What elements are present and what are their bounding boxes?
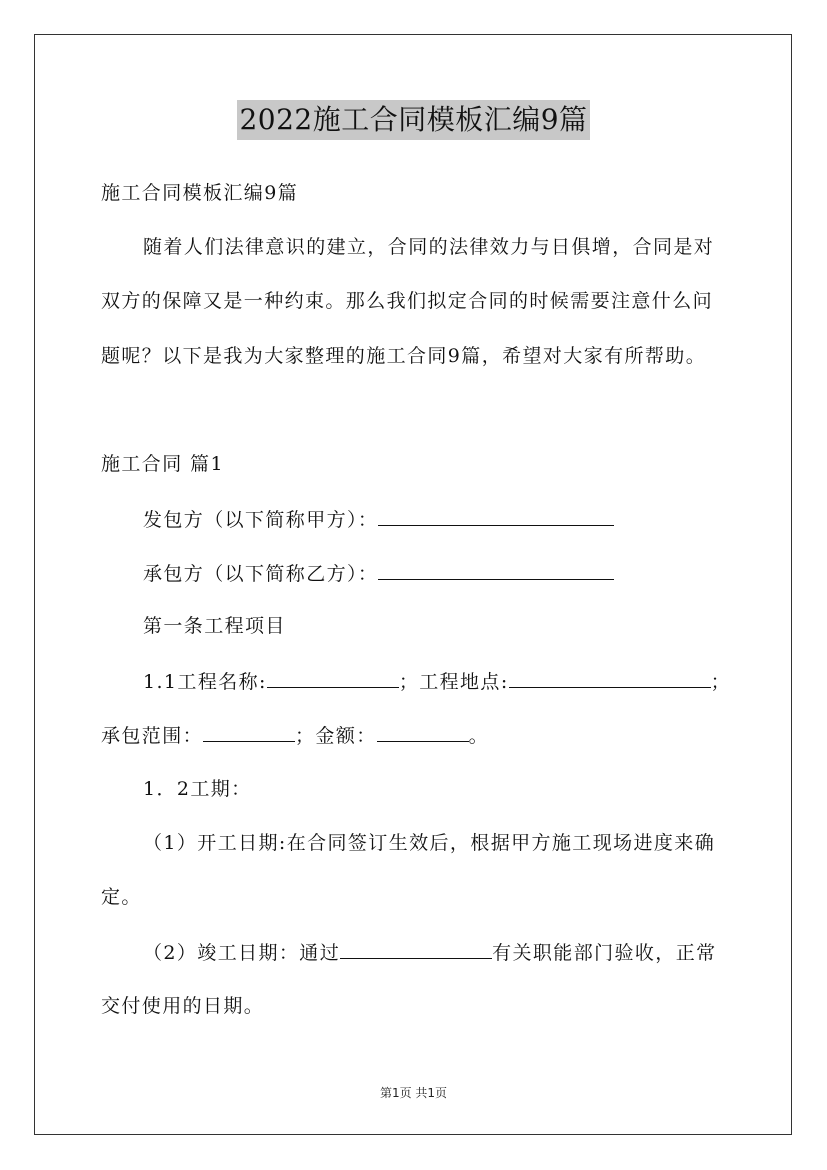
finish-date-rest: 有关职能部门验收，正常	[492, 942, 717, 964]
party-b-line	[143, 561, 614, 586]
page-number-footer: 第1页 共1页	[379, 1086, 448, 1100]
item-1-1-separator: ；	[710, 671, 732, 693]
finish-date-label: （2）竣工日期：通过	[143, 942, 341, 964]
project-name-blank	[267, 669, 399, 688]
document-title: 2022施工合同模板汇编9篇	[237, 100, 589, 140]
amount-label: ；金额：	[295, 725, 377, 747]
scope-label: 承包范围：	[101, 725, 204, 747]
intro-line-1: 随着人们法律意识的建立，合同的法律效力与日俱增，合同是对	[143, 236, 715, 258]
item-1-1-end: 。	[468, 725, 490, 747]
project-location-label: ；工程地点:	[398, 671, 509, 693]
intro-line-3: 题呢？以下是我为大家整理的施工合同9篇，希望对大家有所帮助。	[101, 345, 707, 367]
section-heading: 施工合同 篇1	[101, 453, 224, 475]
finish-date-line-1	[143, 940, 717, 965]
project-name-label: 1.1工程名称:	[143, 671, 267, 693]
finish-date-blank	[340, 940, 492, 959]
intro-line-2: 双方的保障又是一种约束。那么我们拟定合同的时候需要注意什么问	[101, 290, 714, 312]
subtitle: 施工合同模板汇编9篇	[101, 182, 299, 204]
article-1-heading: 第一条工程项目	[143, 615, 286, 637]
party-a-line	[143, 507, 614, 532]
finish-date-line-2: 交付使用的日期。	[101, 995, 265, 1017]
start-date-line-2: 定。	[101, 886, 142, 908]
party-b-label: 承包方（以下简称乙方）：	[143, 563, 379, 585]
party-a-blank	[378, 507, 614, 526]
party-b-blank	[378, 561, 614, 580]
scope-blank	[203, 723, 295, 742]
amount-blank	[377, 723, 469, 742]
item-1-1-line	[143, 669, 731, 694]
item-1-1-line-2	[101, 723, 489, 748]
start-date-line-1: （1）开工日期:在合同签订生效后，根据甲方施工现场进度来确	[143, 832, 716, 854]
party-a-label: 发包方（以下简称甲方）：	[143, 509, 379, 531]
project-location-blank	[509, 669, 711, 688]
item-1-2-heading: 1．2工期：	[143, 778, 252, 800]
